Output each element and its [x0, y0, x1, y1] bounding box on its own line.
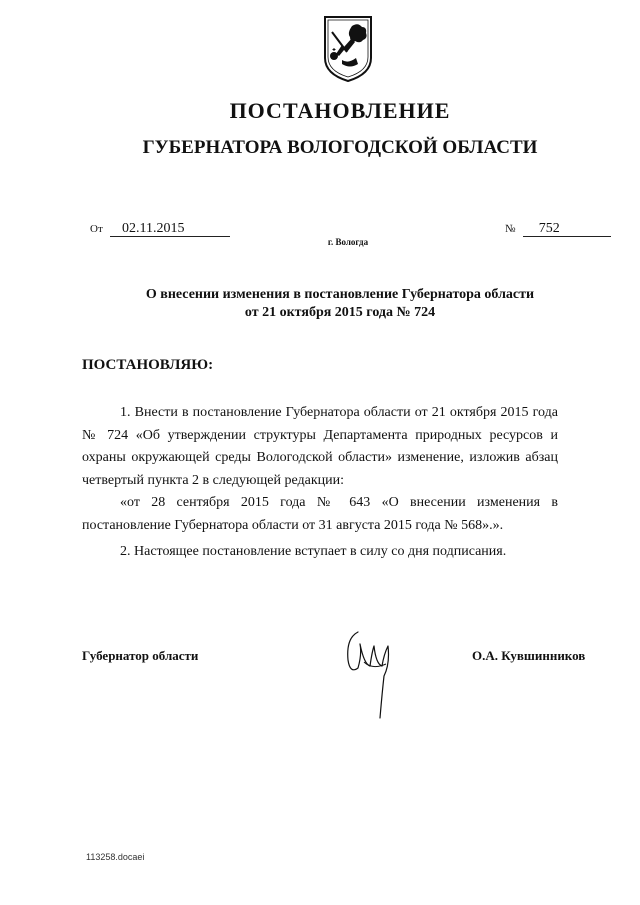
signatory-name: О.А. Кувшинников [472, 648, 586, 663]
document-type-heading: ПОСТАНОВЛЕНИЕ [229, 98, 451, 123]
issuer-heading: ГУБЕРНАТОРА ВОЛОГОДСКОЙ ОБЛАСТИ [142, 137, 538, 158]
title-line-2: от 21 октября 2015 года № 724 [244, 305, 436, 320]
date-prefix: От [90, 223, 103, 235]
document-file-code: 113258.docaei [86, 852, 145, 862]
paragraph-quoted: «от 28 сентября 2015 года № 643 «О внесении изменения в постановление Губернатора области от 31 августа 2015 года № 568».». [82, 495, 558, 533]
date-value: 02.11.2015 [110, 222, 230, 237]
number-value: 752 [523, 222, 611, 237]
coat-of-arms-icon [322, 14, 374, 84]
resolve-heading: ПОСТАНОВЛЯЮ: [82, 357, 214, 373]
document-body [82, 402, 558, 568]
title-line-1: О внесении изменения в постановление Губернатора области [145, 287, 535, 302]
paragraph-2: 2. Настоящее постановление вступает в силу со дня подписания. [120, 544, 507, 559]
document-title [80, 286, 600, 322]
number-field [505, 220, 611, 237]
city-label: г. Вологда [327, 237, 369, 247]
signatory-role: Губернатор области [82, 648, 199, 663]
date-field [90, 220, 230, 237]
paragraph-1: 1. Внести в постановление Губернатора области от 21 октября 2015 года № 724 «Об утверждении структуры Департамента природных ресурсов и охраны окружающей среды Вологодской области» изменение, изложив абзац четвертый пункта 2 в следующей редакции: [82, 405, 558, 488]
signature-image [338, 624, 408, 724]
number-prefix: № [505, 223, 516, 235]
